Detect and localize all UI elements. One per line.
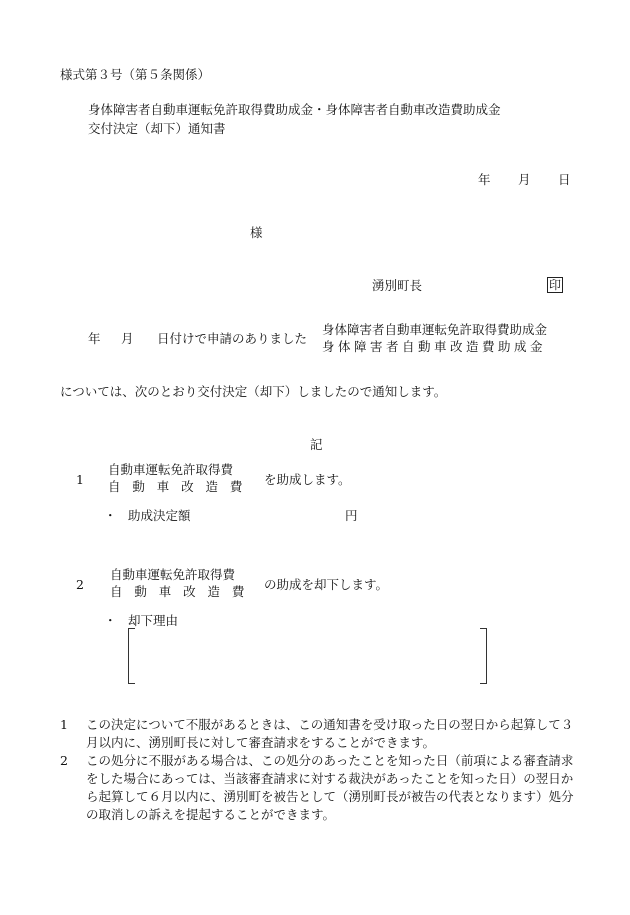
document-title-line2: 交付決定（却下）通知書 (88, 121, 226, 136)
grant-names (322, 321, 547, 355)
item2-line1: 自動車運転免許取得費 (110, 567, 236, 582)
reason-box-right-bracket (480, 628, 487, 684)
note-item (60, 716, 585, 752)
item1-suffix: を助成します。 (264, 472, 351, 487)
item1-bullet: ・ (104, 508, 117, 523)
item1-line2: 自動車改造費 (108, 479, 255, 494)
form-number: 様式第３号（第５条関係） (60, 67, 211, 82)
item1-line1: 自動車運転免許取得費 (108, 462, 234, 477)
item1-grant-names (108, 461, 254, 495)
item2-line2: 自動車改造費 (110, 584, 257, 599)
document-title-line1: 身体障害者自動車運転免許取得費助成金・身体障害者自動車改造費助成金 (88, 102, 501, 117)
note-text: この処分に不服がある場合は、この処分のあったことを知った日（前項による審査請求をした場合にあっては、当該審査請求に対する裁決があったことを知った日）の翌日から起算して６月以内に、湧別町を被告として（湧別町長が被告の代表となります）処分の取消しの訴えを提起することができます。 (86, 753, 574, 822)
application-month-label: 月 (121, 331, 134, 346)
sender-name: 湧別町長 (372, 278, 423, 293)
date-day-label: 日 (558, 172, 571, 187)
seal-mark: 印 (549, 278, 562, 292)
note-item (60, 752, 585, 824)
currency-label: 円 (345, 508, 358, 523)
note-text: この決定について不服があるときは、この通知書を受け取った日の翌日から起算して３月以内に、湧別町長に対して審査請求をすることができます。 (86, 717, 574, 750)
item2-bullet: ・ (104, 613, 117, 628)
amount-label: 助成決定額 (128, 508, 191, 523)
note-number: 1 (60, 717, 68, 732)
notice-text: については、次のとおり交付決定（却下）しましたので通知します。 (60, 384, 447, 399)
item2-number: 2 (76, 577, 84, 592)
ki-heading: 記 (310, 437, 323, 452)
date-month-label: 月 (518, 172, 531, 187)
item1-number: 1 (76, 472, 84, 487)
notes-section (60, 716, 585, 824)
recipient-suffix: 様 (250, 225, 263, 240)
grant-modification-name: 身体障害者自動車改造費助成金 (322, 339, 547, 354)
reason-label: 却下理由 (128, 613, 179, 628)
reason-box-left-bracket (128, 628, 135, 684)
item2-grant-names (110, 566, 256, 600)
note-number: 2 (60, 753, 68, 768)
application-text: 日付けで申請のありました (157, 331, 308, 346)
application-year-label: 年 (88, 331, 101, 346)
grant-license-name: 身体障害者自動車運転免許取得費助成金 (322, 322, 548, 337)
item2-suffix: の助成を却下します。 (264, 577, 389, 592)
date-year-label: 年 (478, 172, 491, 187)
